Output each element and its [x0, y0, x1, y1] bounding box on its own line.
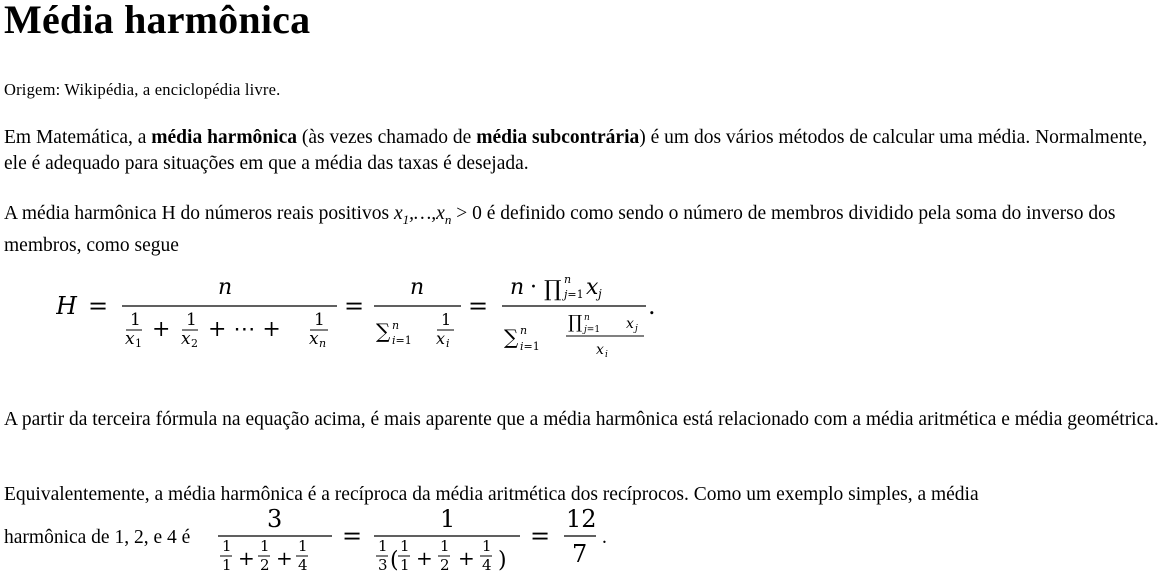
svg-text:x: x — [309, 329, 319, 349]
svg-text:4: 4 — [298, 556, 308, 574]
svg-text:∏: ∏ — [568, 312, 583, 333]
svg-text:2: 2 — [440, 556, 450, 574]
svg-text:1: 1 — [260, 537, 270, 555]
svg-text:x: x — [596, 342, 604, 358]
svg-text:1: 1 — [186, 310, 197, 330]
svg-text:i: i — [446, 337, 450, 350]
svg-text:1: 1 — [222, 537, 232, 555]
svg-text:1: 1 — [135, 337, 142, 350]
svg-text:j: j — [635, 324, 638, 334]
intro-text-1: Em Matemática, a — [4, 127, 152, 148]
svg-text:n: n — [410, 275, 425, 300]
svg-text:+: + — [152, 317, 171, 342]
example-line-2: harmônica de 1, 2, e 4 é — [4, 527, 191, 548]
svg-text:4: 4 — [482, 556, 492, 574]
svg-text:i=1: i=1 — [392, 334, 412, 347]
svg-text:j=1: j=1 — [564, 288, 584, 301]
svg-text:+: + — [416, 546, 433, 570]
svg-text:+: + — [276, 546, 293, 570]
svg-text:·: · — [530, 275, 537, 300]
svg-text:2: 2 — [260, 556, 270, 574]
svg-text:1: 1 — [314, 310, 325, 330]
svg-text:=: = — [468, 292, 489, 320]
svg-text:x: x — [626, 316, 634, 332]
svg-text:3: 3 — [378, 556, 388, 574]
term-subcontrary-mean: média subcontrária — [476, 127, 640, 148]
inline-math-x1-xn: $x_1,\dots,x_n$ — [393, 203, 452, 227]
svg-text:1: 1 — [298, 537, 308, 555]
svg-text:j: j — [598, 287, 602, 301]
svg-text:1: 1 — [400, 537, 410, 555]
example-trailing-period: . — [602, 527, 607, 548]
svg-text:3: 3 — [267, 505, 283, 533]
svg-text:.: . — [648, 292, 656, 320]
svg-text:(: ( — [390, 548, 399, 573]
example-line-1: Equivalentemente, a média harmônica é a recíproca da média aritmética dos recíprocos. Como um exemplo simples, a média — [4, 484, 979, 505]
svg-text:n: n — [319, 337, 327, 350]
intro-text-3: ) é um dos vários métodos de calcular uma média. Normalmente, ele é adequado para situações em que a média das taxas é desejada. — [4, 127, 1148, 174]
svg-text:): ) — [498, 548, 507, 573]
definition-text-2: > 0 é definido como sendo o número de membros dividido pela soma do inverso dos membros, como segue — [4, 203, 1116, 256]
svg-text:∑: ∑ — [504, 325, 519, 349]
svg-text:x: x — [436, 329, 446, 348]
svg-text:12: 12 — [566, 505, 597, 533]
svg-text:∏: ∏ — [544, 277, 562, 302]
svg-text:x: x — [181, 329, 191, 349]
svg-text:1: 1 — [482, 537, 492, 555]
svg-text:x: x — [125, 329, 135, 349]
svg-text:1: 1 — [222, 556, 232, 574]
page-title: Média harmônica — [4, 0, 311, 42]
svg-text:n: n — [584, 313, 590, 323]
svg-text:1: 1 — [400, 556, 410, 574]
svg-text:1: 1 — [130, 310, 141, 330]
svg-text:n: n — [510, 275, 525, 300]
svg-text:n: n — [520, 324, 528, 337]
harmonic-mean-formula — [56, 270, 676, 370]
svg-text:1: 1 — [378, 537, 388, 555]
svg-text:H: H — [56, 292, 77, 320]
svg-text:=: = — [344, 292, 365, 320]
term-harmonic-mean: média harmônica — [151, 127, 297, 148]
definition-paragraph — [4, 201, 1174, 259]
svg-text:j=1: j=1 — [584, 325, 601, 335]
svg-text:7: 7 — [572, 540, 588, 568]
svg-text:i: i — [605, 350, 608, 360]
intro-paragraph — [4, 125, 1174, 177]
svg-text:+: + — [238, 546, 255, 570]
definition-text-1: A média harmônica H do números reais positivos — [4, 203, 394, 224]
svg-text:+: + — [458, 546, 475, 570]
svg-text:n: n — [564, 273, 572, 286]
svg-text:=: = — [342, 522, 363, 550]
svg-text:∑: ∑ — [376, 319, 391, 343]
svg-text:1: 1 — [441, 310, 452, 329]
svg-text:=: = — [88, 292, 109, 320]
svg-text:i=1: i=1 — [520, 340, 540, 353]
svg-text:1: 1 — [440, 537, 450, 555]
svg-text:x: x — [586, 275, 599, 300]
origin-note: Origem: Wikipédia, a enciclopédia livre. — [4, 80, 281, 99]
intro-text-2: (às vezes chamado de — [296, 127, 477, 148]
svg-text:n: n — [218, 275, 233, 300]
example-formula — [214, 504, 614, 584]
relation-paragraph: A partir da terceira fórmula na equação acima, é mais aparente que a média harmônica está relacionado com a média aritmética e média geométrica. — [4, 409, 1159, 430]
svg-text:+ ⋯ +: + ⋯ + — [208, 317, 281, 342]
svg-text:1: 1 — [440, 505, 456, 533]
svg-text:2: 2 — [191, 337, 198, 350]
svg-text:=: = — [530, 522, 551, 550]
svg-text:n: n — [392, 319, 400, 332]
